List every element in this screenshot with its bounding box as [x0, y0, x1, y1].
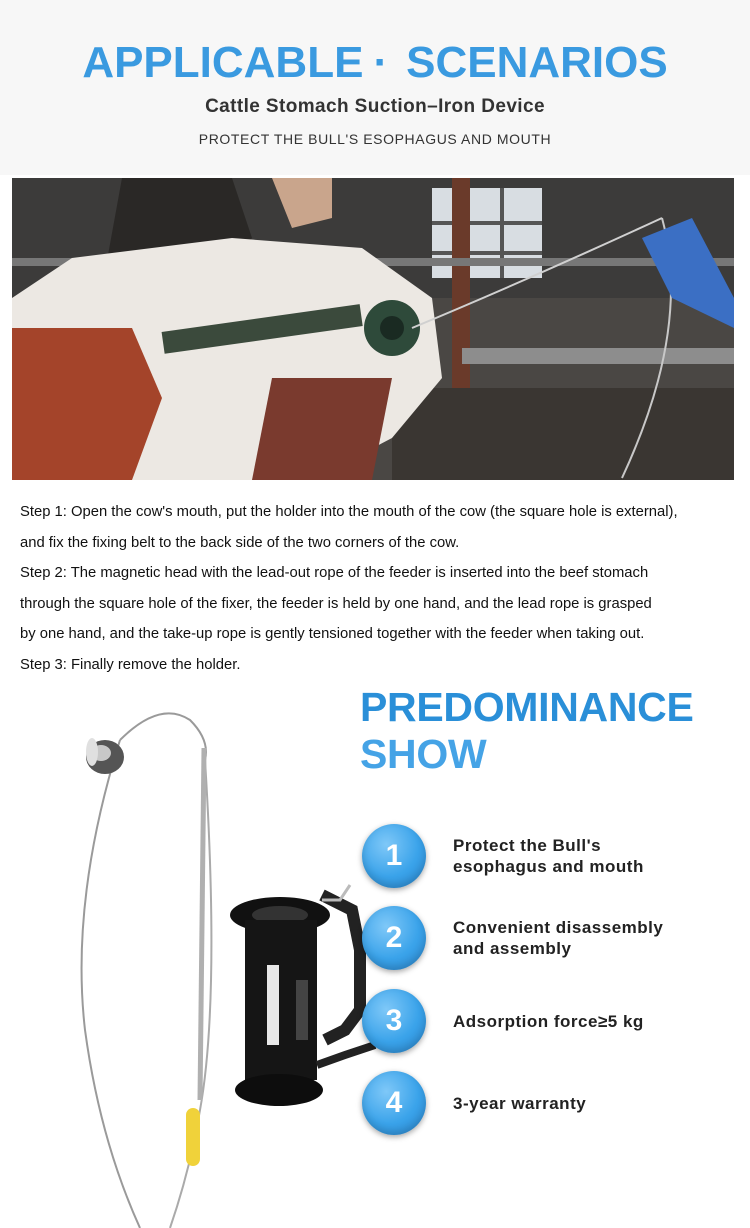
step-line: Step 3: Finally remove the holder. — [20, 656, 241, 673]
feature-item — [362, 989, 742, 1055]
feature-line1: Convenient disassembly — [453, 918, 664, 937]
step-line: Step 2: The magnetic head with the lead-out rope of the feeder is inserted into the beef stomach — [20, 565, 649, 581]
instruction-steps — [20, 497, 740, 680]
feature-item — [362, 824, 742, 890]
predominance-title-line2: SHOW — [360, 731, 487, 777]
feature-text — [453, 1011, 644, 1032]
feature-text — [453, 1093, 586, 1114]
step-line: Step 1: Open the cow's mouth, put the holder into the mouth of the cow (the square hole is external), — [20, 504, 678, 520]
feature-line2: esophagus and mouth — [453, 857, 644, 876]
feature-line1: Protect the Bull's — [453, 836, 602, 855]
main-title-part1: APPLICABLE — [82, 38, 364, 87]
step-line: by one hand, and the take-up rope is gently tensioned together with the feeder when taking out. — [20, 626, 645, 642]
feature-line2: and assembly — [453, 939, 572, 958]
feature-line1: 3-year warranty — [453, 1094, 587, 1113]
cow-usage-photo — [12, 178, 734, 480]
feature-text — [453, 835, 644, 877]
main-title — [0, 38, 750, 88]
feature-number-badge: 4 — [362, 1071, 426, 1135]
product-image — [60, 700, 390, 1228]
main-title-part2: SCENARIOS — [406, 38, 668, 87]
tagline: PROTECT THE BULL'S ESOPHAGUS AND MOUTH — [198, 131, 552, 147]
step-line: and fix the fixing belt to the back side of the two corners of the cow. — [20, 534, 460, 551]
feature-line1: Adsorption force≥5 kg — [453, 1012, 644, 1031]
mouth-holder — [230, 885, 375, 1106]
feature-item — [362, 1071, 742, 1137]
feature-number-badge: 1 — [362, 824, 426, 888]
feature-number-badge: 2 — [362, 906, 426, 970]
main-title-separator: · — [373, 38, 389, 87]
header-section — [0, 0, 750, 175]
feature-text — [453, 917, 663, 959]
feature-number-badge: 3 — [362, 989, 426, 1053]
feature-item — [362, 906, 742, 972]
predominance-title-line1: PREDOMINANCE — [360, 684, 694, 730]
product-subtitle: Cattle Stomach Suction–Iron Device — [205, 96, 545, 117]
step-line: through the square hole of the fixer, the feeder is held by one hand, and the lead rope is grasped — [20, 595, 652, 612]
